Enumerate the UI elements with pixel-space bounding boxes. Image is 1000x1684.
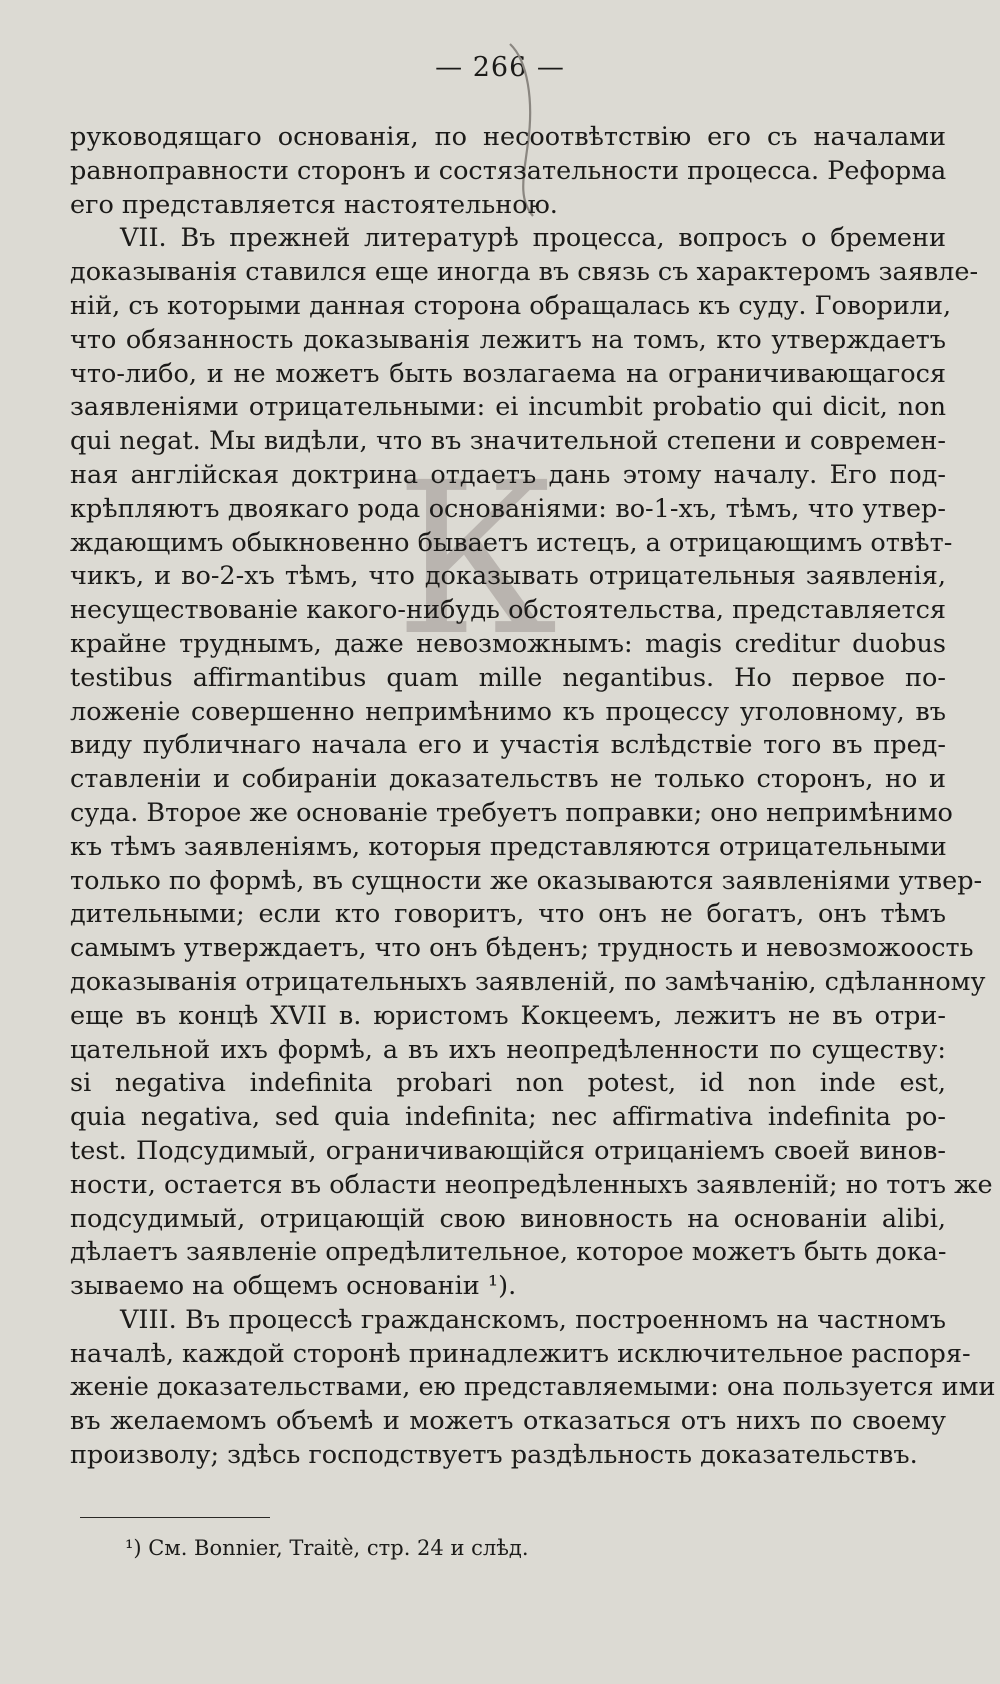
text-line: что-либо, и не можетъ быть возлагаема на ограничивающагося [70,358,946,389]
text-line: несуществованіе какого-нибудь обстоятельства, представляется [70,595,946,626]
text-line: къ тѣмъ заявленіямъ, которыя представляются отрицательными [70,831,947,862]
text-line: зываемо на общемъ основаніи ¹). [70,1271,517,1302]
text-line: только по формѣ, въ сущности же оказываются заявленіями утвер- [70,865,983,896]
text-line: ности, остается въ области неопредѣленныхъ заявленій; но тотъ же [70,1169,993,1200]
text-line: ждающимъ обыкновенно бываетъ истецъ, а отрицающимъ отвѣт- [70,527,953,558]
text-line: ная англійская доктрина отдаетъ дань этому началу. Его под- [70,459,946,490]
text-line: самымъ утверждаетъ, что онъ бѣденъ; трудность и невозможоость [70,933,974,964]
text-line: доказыванія отрицательныхъ заявленій, по замѣчанію, сдѣланному [70,966,986,997]
text-line: чикъ, и во-2-хъ тѣмъ, что доказывать отрицательныя заявленія, [70,561,946,592]
text-line: равноправности сторонъ и состязательности процесса. Реформа [70,155,947,186]
footnote: ¹) См. Bonnier, Traitè, стр. 24 и слѣд. [125,1536,529,1560]
text-line: женіе доказательствами, ею представляемыми: она пользуется ими [70,1372,996,1403]
text-line: цательной ихъ формѣ, а въ ихъ неопредѣленности по существу: [70,1034,946,1065]
text-line: ній, съ которыми данная сторона обращалась къ суду. Говорили, [70,290,952,321]
body-text [70,121,996,1473]
page-number: — 266 — [435,52,565,83]
text-line: quia negativa, sed quia indefinita; nec affirmativa indefinita po- [70,1102,946,1133]
footnote-divider [80,1517,270,1518]
text-line: руководящаго основанія, по несоотвѣтствію его съ началами [70,122,946,152]
text-line: ложеніе совершенно непримѣнимо къ процессу уголовному, въ [70,696,946,727]
text-line: подсудимый, отрицающій свою виновность на основаніи alibi, [70,1203,946,1234]
text-line: qui negat. Мы видѣли, что въ значительной степени и современ- [70,426,946,457]
text-line: въ желаемомъ объемѣ и можетъ отказаться отъ нихъ по своему [70,1406,946,1437]
text-line: ставленіи и собираніи доказательствъ не только сторонъ, но и [70,764,946,795]
text-line: дительными; если кто говоритъ, что онъ не богатъ, онъ тѣмъ [70,899,946,930]
text-line: виду публичнаго начала его и участія вслѣдствіе того въ пред- [70,730,946,761]
text-line: VII. Въ прежней литературѣ процесса, вопросъ о бремени [120,223,946,254]
text-line: крайне труднымъ, даже невозможнымъ: magis creditur duobus [70,628,946,659]
text-line: test. Подсудимый, ограничивающійся отрицаніемъ своей винов- [70,1135,946,1166]
text-line: дѣлаетъ заявленіе опредѣлительное, которое можетъ быть дока- [70,1237,947,1268]
text-line: его представляется настоятельною. [70,189,558,220]
text-line: еще въ концѣ XVII в. юристомъ Кокцеемъ, лежитъ не въ отри- [70,1000,946,1031]
text-line: крѣпляютъ двоякаго рода основаніями: во-1-хъ, тѣмъ, что утвер- [70,493,946,524]
library-stamp: К [395,437,558,682]
text-line: доказыванія ставился еще иногда въ связь съ характеромъ заявле- [70,257,979,288]
text-line: заявленіями отрицательными: ei incumbit probatio qui dicit, non [70,392,946,423]
text-line: VIII. Въ процессѣ гражданскомъ, построенномъ на частномъ [120,1304,946,1335]
text-line: суда. Второе же основаніе требуетъ поправки; оно непримѣнимо [70,797,953,828]
text-line: si negativa indefinita probari non potest, id non inde est, [70,1068,946,1099]
text-line: началѣ, каждой сторонѣ принадлежитъ исключительное распоря- [70,1338,971,1369]
text-line: произволу; здѣсь господствуетъ раздѣльность доказательствъ. [70,1440,918,1471]
text-line: что обязанность доказыванія лежитъ на томъ, кто утверждаетъ [70,324,946,355]
text-line: testibus affirmantibus quam mille negantibus. Но первое по- [70,662,946,693]
